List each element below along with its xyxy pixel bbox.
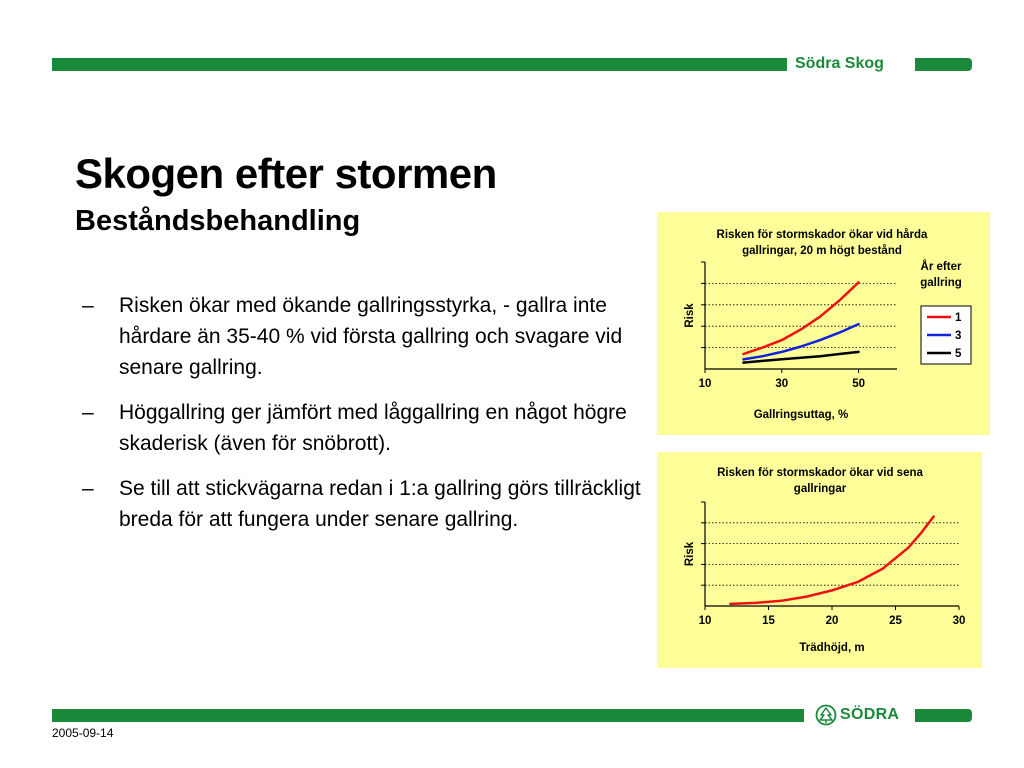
bullet-marker: – [82, 294, 94, 317]
series-line-main [730, 517, 933, 604]
bullet-item [82, 290, 652, 383]
x-tick-label: 30 [775, 378, 789, 390]
slide-subtitle: Beståndsbehandling [75, 205, 361, 237]
y-axis-label: Risk [684, 303, 696, 328]
legend-label: 3 [955, 330, 962, 342]
slide-title: Skogen efter stormen [75, 150, 497, 197]
x-tick-label: 30 [952, 615, 966, 627]
x-tick-label: 10 [698, 378, 712, 390]
header-bar-left [52, 58, 787, 71]
x-tick-label: 10 [698, 615, 712, 627]
chart-1-svg [657, 212, 990, 435]
footer-bar-right [915, 709, 972, 722]
bullet-text: Risken ökar med ökande gallringsstyrka, - gallra inte hårdare än 35-40 % vid första gallring och svagare vid senare gallring. [119, 294, 623, 379]
footer-bar-left [52, 709, 804, 722]
chart-thinning-intensity [657, 212, 990, 435]
bullet-marker: – [82, 401, 94, 424]
series-line-1 [743, 282, 858, 354]
bullet-marker: – [82, 477, 94, 500]
legend-label: 1 [955, 312, 962, 324]
chart-title: gallringar, 20 m högt bestånd [742, 245, 902, 257]
bullet-text: Höggallring ger jämfört med låggallring en något högre skaderisk (även för snöbrott). [119, 401, 627, 455]
x-axis-label: Trädhöjd, m [799, 642, 865, 654]
legend-title: gallring [920, 277, 962, 289]
legend-title: År efter [920, 261, 962, 273]
bullet-text: Se till att stickvägarna redan i 1:a gallring görs tillräckligt breda för att fungera under senare gallring. [119, 477, 641, 531]
chart-title: Risken för stormskador ökar vid hårda [716, 229, 928, 241]
bullet-list [82, 290, 652, 549]
brand-name: Södra Skog [795, 55, 884, 72]
chart-title: Risken för stormskador ökar vid sena [717, 467, 923, 479]
bullet-item [82, 397, 652, 459]
y-axis-label: Risk [684, 541, 696, 567]
x-tick-label: 25 [889, 615, 902, 627]
sodra-tree-icon [815, 704, 837, 726]
x-tick-label: 50 [852, 378, 865, 390]
footer-logo [815, 704, 899, 726]
legend-label: 5 [955, 348, 962, 360]
x-tick-label: 15 [762, 615, 775, 627]
footer-date: 2005-09-14 [52, 726, 114, 740]
chart-title: gallringar [793, 483, 847, 495]
chart-2-svg [657, 452, 982, 668]
chart-tree-height [657, 452, 982, 668]
header-bar-right [915, 58, 972, 71]
x-tick-label: 20 [825, 615, 839, 627]
x-axis-label: Gallringsuttag, % [753, 409, 849, 421]
bullet-item [82, 473, 652, 535]
footer-logo-text: SÖDRA [840, 706, 900, 723]
